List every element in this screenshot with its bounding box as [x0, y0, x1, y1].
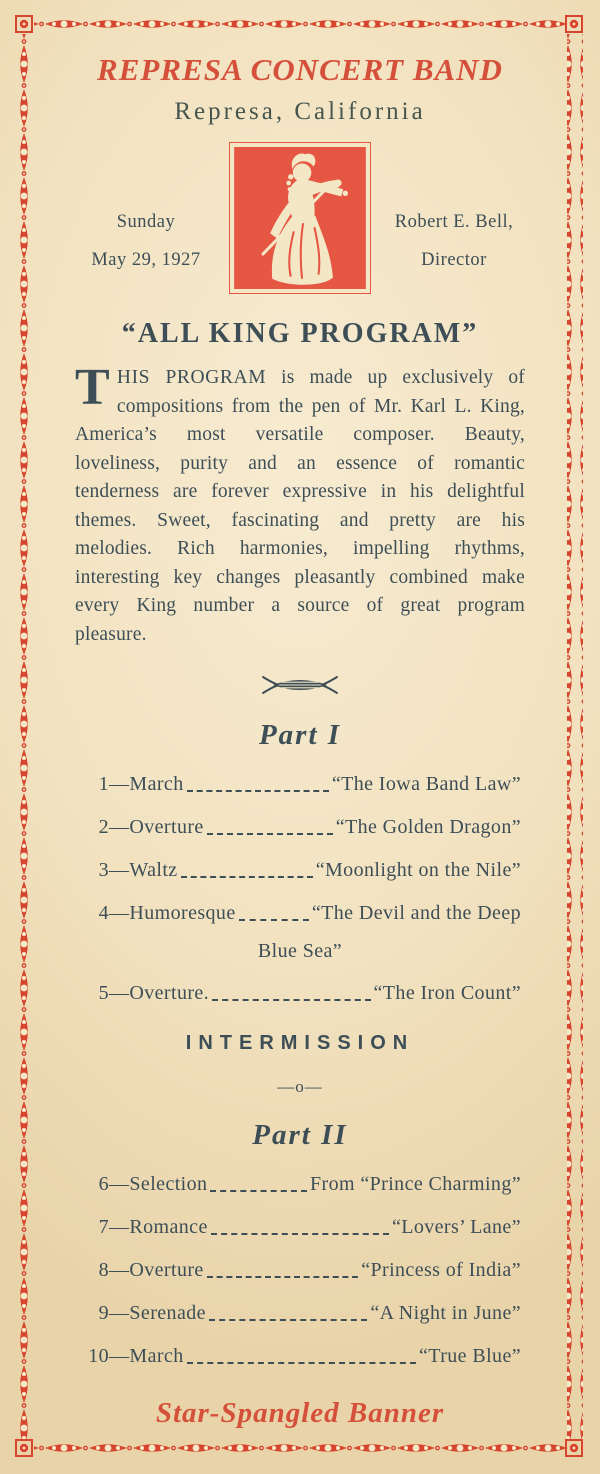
director-credit — [371, 204, 537, 280]
item-type: Serenade — [129, 1302, 206, 1324]
item-dash: — — [109, 859, 130, 881]
item-number: 5 — [98, 982, 109, 1004]
intro-lead-words: HIS PROGRAM — [116, 367, 267, 388]
part2-list — [79, 1172, 521, 1369]
item-dash: — — [109, 1216, 130, 1238]
program-title: “ALL KING PROGRAM” — [121, 318, 479, 349]
item-type: Humoresque — [129, 902, 236, 924]
dropcap-letter: T — [75, 359, 110, 416]
item-number: 4 — [98, 902, 109, 924]
intermission-label: INTERMISSION — [185, 1032, 415, 1054]
item-dash: — — [109, 902, 130, 924]
item-type: Overture. — [129, 982, 210, 1004]
director-name: Robert E. Bell, — [394, 212, 514, 233]
program-introduction — [75, 359, 525, 649]
item-title: “The Devil and the Deep — [311, 902, 521, 924]
item-title: “Lovers’ Lane” — [391, 1216, 521, 1238]
item-type: Selection — [129, 1173, 208, 1195]
director-title: Director — [421, 250, 487, 270]
item-title: “Moonlight on the Nile” — [315, 859, 521, 881]
item-type: Romance — [129, 1216, 208, 1238]
item-type: Overture — [129, 816, 204, 838]
part1-heading: Part I — [258, 719, 342, 751]
dotted-leader — [210, 1190, 307, 1192]
item-title-wrap: Blue Sea” — [257, 940, 343, 962]
band-location: Represa, California — [174, 98, 426, 125]
header-figure-row — [0, 142, 600, 294]
item-number: 2 — [98, 816, 109, 838]
intermission-divider: —o— — [277, 1077, 323, 1096]
program-item — [79, 1172, 521, 1197]
concert-date-full: May 29, 1927 — [91, 250, 201, 270]
dotted-leader — [207, 833, 333, 835]
program-item — [79, 1344, 521, 1369]
dotted-leader — [212, 999, 370, 1001]
program-item — [79, 1301, 521, 1326]
item-number: 3 — [98, 859, 109, 881]
item-number: 10 — [88, 1345, 109, 1367]
dotted-leader — [239, 919, 309, 921]
program-item — [79, 901, 521, 926]
item-title: “A Night in June” — [370, 1302, 521, 1324]
dotted-leader — [181, 876, 313, 878]
item-number: 7 — [98, 1216, 109, 1238]
item-number: 9 — [98, 1302, 109, 1324]
item-type: Waltz — [129, 859, 178, 881]
item-type: March — [129, 773, 184, 795]
item-dash: — — [109, 1345, 130, 1367]
item-type: March — [129, 1345, 184, 1367]
program-item — [79, 981, 521, 1006]
item-dash: — — [109, 816, 130, 838]
program-item — [79, 858, 521, 883]
item-title: “The Iron Count” — [373, 982, 521, 1004]
item-dash: — — [109, 1302, 130, 1324]
part1-list — [79, 772, 521, 1006]
dotted-leader — [187, 790, 329, 792]
dotted-leader — [209, 1319, 367, 1321]
item-number: 6 — [98, 1173, 109, 1195]
program-item — [79, 772, 521, 797]
item-title: “The Iowa Band Law” — [331, 773, 521, 795]
item-title: “True Blue” — [419, 1345, 521, 1367]
dotted-leader — [211, 1233, 389, 1235]
item-title: “The Golden Dragon” — [335, 816, 521, 838]
part2-heading: Part II — [252, 1119, 348, 1151]
dotted-leader — [207, 1276, 359, 1278]
finale-title: Star-Spangled Banner — [155, 1397, 445, 1429]
item-dash: — — [109, 982, 130, 1004]
item-number: 1 — [98, 773, 109, 795]
program-item — [79, 1258, 521, 1283]
concert-date — [63, 204, 229, 280]
item-number: 8 — [98, 1259, 109, 1281]
item-title: From “Prince Charming” — [310, 1173, 521, 1195]
program-item — [79, 1215, 521, 1240]
section-divider — [0, 673, 600, 697]
concert-date-day: Sunday — [116, 212, 176, 233]
band-name-title: REPRESA CONCERT BAND — [97, 52, 503, 87]
violinist-illustration — [229, 142, 371, 294]
item-dash: — — [109, 1259, 130, 1281]
item-type: Overture — [129, 1259, 204, 1281]
item-title: “Princess of India” — [361, 1259, 521, 1281]
dotted-leader — [187, 1362, 416, 1364]
fish-ornament-icon — [261, 673, 339, 697]
item-dash: — — [109, 1173, 130, 1195]
program-item — [79, 815, 521, 840]
intro-body-text: is made up exclusively of compositions from the pen of Mr. Karl L. King, America’s most versatile composer. Beauty, loveliness, purity and an essence of romantic tenderness are forever expressive in his delightful themes. Sweet, fascinating and pretty are his melodies. Rich harmonies, impelling rhythms, interesting key changes pleasantly combined make every King number a source of great program pleasure. — [75, 367, 525, 645]
item-dash: — — [109, 773, 130, 795]
violinist-icon — [234, 147, 366, 289]
